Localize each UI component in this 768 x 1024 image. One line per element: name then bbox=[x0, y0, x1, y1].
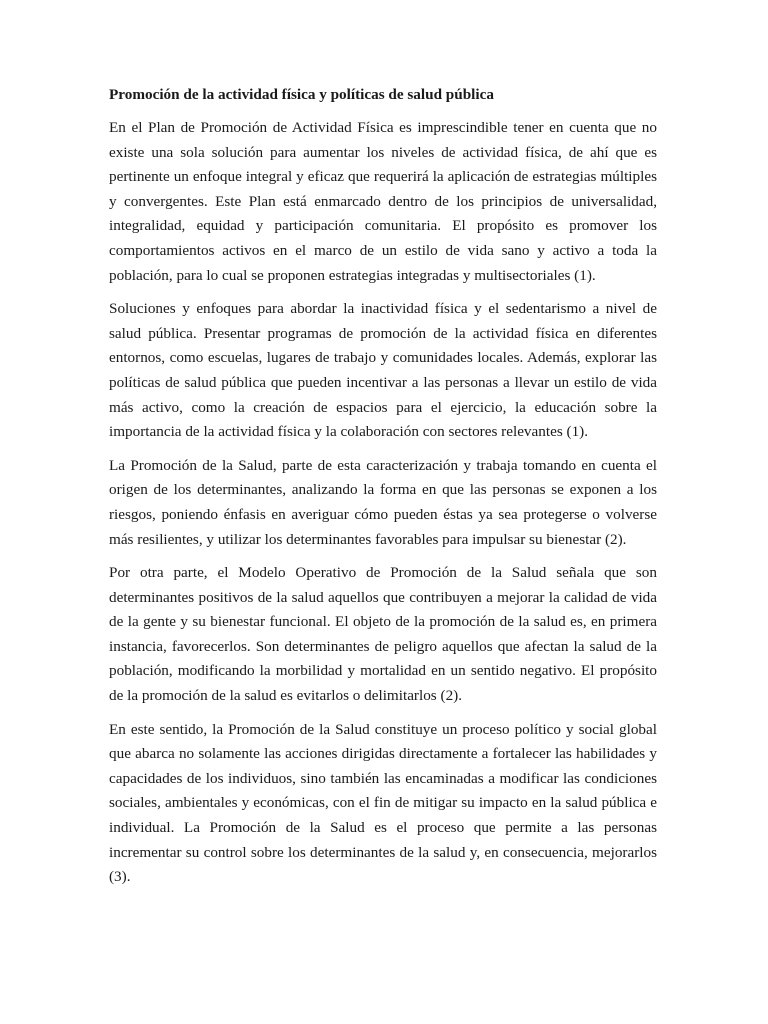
paragraph-3: La Promoción de la Salud, parte de esta caracterización y trabaja tomando en cuenta el origen de los determinantes, analizando la forma en que las personas se exponen a los riesgos, poniendo énfasis en averiguar cómo pueden éstas ya sea protegerse o volverse más resilientes, y utilizar los determinantes favorables para impulsar su bienestar (2). bbox=[109, 456, 657, 548]
paragraph-5: En este sentido, la Promoción de la Salud constituye un proceso político y social global que abarca no solamente las acciones dirigidas directamente a fortalecer las habilidades y capacidades de los individuos, sino también las encaminadas a modificar las condiciones sociales, ambientales y económicas, con el fin de mitigar su impacto en la salud pública e individual. La Promoción de la Salud es el proceso que permite a las personas incrementar su control sobre los determinantes de la salud y, en consecuencia, mejorarlos (3). bbox=[109, 720, 657, 886]
paragraph-1: En el Plan de Promoción de Actividad Física es imprescindible tener en cuenta que no existe una sola solución para aumentar los niveles de actividad física, de ahí que es pertinente un enfoque integral y eficaz que requerirá la aplicación de estrategias múltiples y convergentes. Este Plan está enmarcado dentro de los principios de universalidad, integralidad, equidad y participación comunitaria. El propósito es promover los comportamientos activos en el marco de un estilo de vida sano y activo a toda la población, para lo cual se proponen estrategias integradas y multisectoriales (1). bbox=[109, 119, 657, 284]
section-title: Promoción de la actividad física y políticas de salud pública bbox=[109, 86, 494, 103]
paragraph-2: Soluciones y enfoques para abordar la inactividad física y el sedentarismo a nivel de salud pública. Presentar programas de promoción de la actividad física en diferentes entornos, como escuelas, lugares de trabajo y comunidades locales. Además, explorar las políticas de salud pública que pueden incentivar a las personas a llevar un estilo de vida más activo, como la creación de espacios para el ejercicio, la educación sobre la importancia de la actividad física y la colaboración con sectores relevantes (1). bbox=[109, 300, 657, 441]
document-body bbox=[109, 83, 657, 899]
paragraph-4: Por otra parte, el Modelo Operativo de Promoción de la Salud señala que son determinantes positivos de la salud aquellos que contribuyen a mejorar la calidad de vida de la gente y su bienestar funcional. El objeto de la promoción de la salud es, en primera instancia, favorecerlos. Son determinantes de peligro aquellos que afectan la salud de la población, modificando la morbilidad y mortalidad en un sentido negativo. El propósito de la promoción de la salud es evitarlos o delimitarlos (2). bbox=[109, 564, 657, 705]
